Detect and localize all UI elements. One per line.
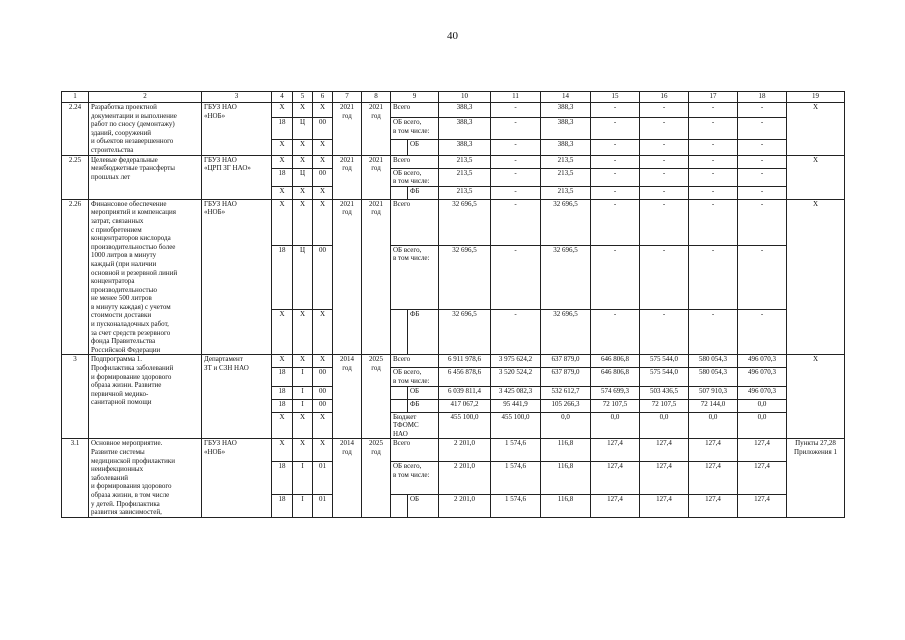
amount-cell: 388,3 (541, 103, 591, 118)
amount-cell: - (640, 199, 689, 245)
amount-cell: 32 696,5 (541, 309, 591, 355)
source-indent (391, 309, 408, 355)
funding-source: ОБ (408, 386, 439, 399)
amount-cell: 213,5 (439, 155, 491, 168)
amount-cell: 105 266,3 (541, 399, 591, 412)
code-cell: 18 (272, 168, 293, 186)
amount-cell: 388,3 (541, 140, 591, 155)
amount-cell: 1 574,6 (491, 462, 541, 494)
amount-cell: 72 107,5 (640, 399, 689, 412)
funding-source: Всего (391, 103, 439, 118)
amount-cell: - (640, 118, 689, 140)
amount-cell: - (738, 103, 787, 118)
amount-cell: 127,4 (640, 462, 689, 494)
code-cell: I (293, 368, 313, 386)
code-cell: Х (293, 199, 313, 245)
amount-cell: - (640, 245, 689, 309)
amount-cell: 574 699,3 (591, 386, 640, 399)
source-indent (391, 186, 408, 199)
table-row (62, 155, 845, 168)
amount-cell: - (689, 118, 738, 140)
amount-cell: 646 806,8 (591, 355, 640, 368)
amount-cell: - (738, 245, 787, 309)
year-start: 2021 год (333, 155, 362, 199)
funding-source: ФБ (408, 186, 439, 199)
amount-cell: - (738, 155, 787, 168)
amount-cell: - (738, 309, 787, 355)
amount-cell: 532 612,7 (541, 386, 591, 399)
amount-cell: 455 100,0 (439, 412, 491, 439)
amount-cell: - (640, 168, 689, 186)
funding-source: ОБ всего, в том числе: (391, 462, 439, 494)
item-description: Разработка проектной документации и выполнение работ по сносу (демонтажу) зданий, сооружений и объектов незавершенного строительства (89, 103, 202, 156)
amount-cell: - (689, 103, 738, 118)
code-cell: Х (313, 199, 333, 245)
amount-cell: - (591, 186, 640, 199)
column-header: 17 (689, 92, 738, 103)
amount-cell: 213,5 (439, 168, 491, 186)
item-description: Подпрограмма 1. Профилактика заболеваний и формирование здорового образа жизни. Развитие первичной медико- санитарной помощи (89, 355, 202, 439)
code-cell: 18 (272, 494, 293, 517)
source-indent (391, 140, 408, 155)
year-end: 2021 год (362, 155, 391, 199)
page-number: 40 (447, 30, 458, 42)
code-cell: 18 (272, 462, 293, 494)
amount-cell: 95 441,9 (491, 399, 541, 412)
amount-cell: 0,0 (738, 399, 787, 412)
item-executor: ГБУЗ НАО «НОБ» (202, 199, 272, 355)
amount-cell: 116,8 (541, 439, 591, 462)
amount-cell: 2 201,0 (439, 462, 491, 494)
funding-source: Всего (391, 199, 439, 245)
column-header: 16 (640, 92, 689, 103)
source-indent (391, 399, 408, 412)
code-cell: Ц (293, 118, 313, 140)
amount-cell: - (491, 118, 541, 140)
code-cell: 18 (272, 245, 293, 309)
amount-cell: - (689, 155, 738, 168)
amount-cell: - (491, 245, 541, 309)
funding-source: Всего (391, 155, 439, 168)
amount-cell: - (591, 155, 640, 168)
amount-cell: - (591, 103, 640, 118)
item-number: 2.25 (62, 155, 89, 199)
code-cell: Ц (293, 245, 313, 309)
amount-cell: 127,4 (591, 494, 640, 517)
column-header: 10 (439, 92, 491, 103)
item-note: Х (787, 103, 845, 156)
amount-cell: 575 544,0 (640, 355, 689, 368)
code-cell: I (293, 399, 313, 412)
amount-cell: 127,4 (738, 494, 787, 517)
code-cell: Х (293, 140, 313, 155)
funding-source: ОБ всего, в том числе: (391, 118, 439, 140)
item-description: Финансовое обеспечение мероприятий и компенсация затрат, связанных с приобретением концентраторов кислорода производительностью более 1000 литров в минуту каждый (при наличии основной и резервной линий концентратора производительностью не менее 500 литров в минуту каждая) с учетом стоимости доставки и пусконаладочных работ, за счет средств резервного фонда Правительства Российской Федерации (89, 199, 202, 355)
amount-cell: - (491, 309, 541, 355)
column-header: 15 (591, 92, 640, 103)
amount-cell: 32 696,5 (541, 245, 591, 309)
amount-cell: 388,3 (439, 118, 491, 140)
funding-source: ОБ (408, 140, 439, 155)
amount-cell: - (491, 186, 541, 199)
column-header: 5 (293, 92, 313, 103)
column-header: 3 (202, 92, 272, 103)
code-cell: Х (313, 412, 333, 439)
code-cell: Х (293, 309, 313, 355)
amount-cell: 388,3 (439, 140, 491, 155)
amount-cell: 646 806,8 (591, 368, 640, 386)
funding-source: ФБ (408, 399, 439, 412)
column-header: 19 (787, 92, 845, 103)
amount-cell: - (689, 140, 738, 155)
year-start: 2014 год (333, 355, 362, 439)
item-number: 3 (62, 355, 89, 439)
column-header: 14 (541, 92, 591, 103)
code-cell: I (293, 386, 313, 399)
amount-cell: 127,4 (640, 439, 689, 462)
amount-cell: 127,4 (738, 462, 787, 494)
amount-cell: 1 574,6 (491, 494, 541, 517)
year-end: 2025 год (362, 439, 391, 517)
code-cell: Х (272, 155, 293, 168)
funding-source: Всего (391, 439, 439, 462)
amount-cell: 580 054,3 (689, 368, 738, 386)
item-description: Основное мероприятие. Развитие системы медицинской профилактики неинфекционных заболеваний и формирования здорового образа жизни, в том числе у детей. Профилактика развития зависимостей, (89, 439, 202, 517)
code-cell: Х (293, 186, 313, 199)
column-header: 11 (491, 92, 541, 103)
funding-source: Всего (391, 355, 439, 368)
code-cell: Х (313, 155, 333, 168)
year-end: 2025 год (362, 355, 391, 439)
amount-cell: 496 070,3 (738, 355, 787, 368)
amount-cell: 6 039 811,4 (439, 386, 491, 399)
table-row (62, 103, 845, 118)
column-header: 9 (391, 92, 439, 103)
amount-cell: 127,4 (689, 494, 738, 517)
code-cell: 00 (313, 368, 333, 386)
item-executor: ГБУЗ НАО «НОБ» (202, 439, 272, 517)
amount-cell: - (640, 103, 689, 118)
amount-cell: 388,3 (439, 103, 491, 118)
amount-cell: 32 696,5 (439, 309, 491, 355)
year-start: 2021 год (333, 199, 362, 355)
code-cell: Х (313, 140, 333, 155)
column-header: 8 (362, 92, 391, 103)
item-note: Х (787, 355, 845, 439)
amount-cell: - (491, 199, 541, 245)
item-note: Х (787, 155, 845, 199)
amount-cell: 213,5 (541, 168, 591, 186)
code-cell: Х (293, 439, 313, 462)
amount-cell: - (591, 309, 640, 355)
code-cell: Х (313, 439, 333, 462)
amount-cell: - (591, 118, 640, 140)
amount-cell: 213,5 (541, 186, 591, 199)
amount-cell: 116,8 (541, 494, 591, 517)
amount-cell: - (689, 309, 738, 355)
code-cell: 00 (313, 386, 333, 399)
amount-cell: 127,4 (591, 462, 640, 494)
amount-cell: 32 696,5 (439, 245, 491, 309)
amount-cell: 455 100,0 (491, 412, 541, 439)
amount-cell: 127,4 (689, 462, 738, 494)
amount-cell: 496 070,3 (738, 368, 787, 386)
amount-cell: 72 144,0 (689, 399, 738, 412)
amount-cell: 496 070,3 (738, 386, 787, 399)
amount-cell: 417 067,2 (439, 399, 491, 412)
amount-cell: - (689, 199, 738, 245)
amount-cell: 6 456 878,6 (439, 368, 491, 386)
amount-cell: 503 436,5 (640, 386, 689, 399)
amount-cell: 213,5 (541, 155, 591, 168)
amount-cell: 127,4 (738, 439, 787, 462)
amount-cell: 72 107,5 (591, 399, 640, 412)
code-cell: Х (272, 199, 293, 245)
table-row (62, 199, 845, 245)
amount-cell: - (738, 186, 787, 199)
code-cell: 18 (272, 399, 293, 412)
code-cell: 00 (313, 168, 333, 186)
code-cell: Х (293, 355, 313, 368)
funding-source: ФБ (408, 309, 439, 355)
code-cell: Х (293, 412, 313, 439)
amount-cell: - (738, 168, 787, 186)
amount-cell: - (738, 199, 787, 245)
code-cell: 18 (272, 118, 293, 140)
item-description: Целевые федеральные межбюджетные трансферты прошлых лет (89, 155, 202, 199)
funding-source: ОБ (408, 494, 439, 517)
amount-cell: 3 975 624,2 (491, 355, 541, 368)
item-executor: ГБУЗ НАО «ЦРП ЗГ НАО» (202, 155, 272, 199)
amount-cell: 3 520 524,2 (491, 368, 541, 386)
table-row (62, 439, 845, 462)
code-cell: Х (272, 103, 293, 118)
amount-cell: - (591, 168, 640, 186)
amount-cell: 0,0 (738, 412, 787, 439)
code-cell: Х (313, 186, 333, 199)
amount-cell: 2 201,0 (439, 439, 491, 462)
code-cell: Х (272, 355, 293, 368)
amount-cell: 0,0 (591, 412, 640, 439)
code-cell: I (293, 462, 313, 494)
amount-cell: 0,0 (689, 412, 738, 439)
amount-cell: 507 910,3 (689, 386, 738, 399)
code-cell: Х (293, 155, 313, 168)
code-cell: 00 (313, 399, 333, 412)
amount-cell: - (591, 199, 640, 245)
amount-cell: 1 574,6 (491, 439, 541, 462)
amount-cell: - (491, 103, 541, 118)
budget-table (61, 91, 845, 518)
amount-cell: 580 054,3 (689, 355, 738, 368)
item-executor: Департамент ЗТ и СЗН НАО (202, 355, 272, 439)
amount-cell: 6 911 978,6 (439, 355, 491, 368)
amount-cell: - (738, 140, 787, 155)
amount-cell: 127,4 (640, 494, 689, 517)
amount-cell: - (738, 118, 787, 140)
funding-source: Бюджет ТФОМС НАО (391, 412, 439, 439)
code-cell: Ц (293, 168, 313, 186)
funding-source: ОБ всего, в том числе: (391, 168, 439, 186)
year-start: 2014 год (333, 439, 362, 517)
amount-cell: - (640, 186, 689, 199)
code-cell: Х (313, 309, 333, 355)
code-cell: Х (272, 140, 293, 155)
code-cell: 01 (313, 462, 333, 494)
column-header: 4 (272, 92, 293, 103)
table-row (62, 355, 845, 368)
year-end: 2021 год (362, 199, 391, 355)
amount-cell: 388,3 (541, 118, 591, 140)
year-start: 2021 год (333, 103, 362, 156)
funding-source: ОБ всего, в том числе: (391, 245, 439, 309)
amount-cell: 32 696,5 (439, 199, 491, 245)
code-cell: Х (313, 103, 333, 118)
amount-cell: 127,4 (591, 439, 640, 462)
column-header: 6 (313, 92, 333, 103)
amount-cell: - (689, 186, 738, 199)
code-cell: Х (272, 309, 293, 355)
code-cell: Х (272, 439, 293, 462)
code-cell: Х (272, 412, 293, 439)
amount-cell: 213,5 (439, 186, 491, 199)
column-header: 2 (89, 92, 202, 103)
code-cell: 00 (313, 245, 333, 309)
item-note: Пункты 27,28 Приложения 1 (787, 439, 845, 517)
amount-cell: 127,4 (689, 439, 738, 462)
amount-cell: - (491, 155, 541, 168)
funding-source: ОБ всего, в том числе: (391, 368, 439, 386)
amount-cell: 116,8 (541, 462, 591, 494)
code-cell: 18 (272, 386, 293, 399)
item-number: 3.1 (62, 439, 89, 517)
amount-cell: - (689, 245, 738, 309)
column-header: 1 (62, 92, 89, 103)
amount-cell: 3 425 082,3 (491, 386, 541, 399)
year-end: 2021 год (362, 103, 391, 156)
amount-cell: 637 879,0 (541, 355, 591, 368)
amount-cell: 575 544,0 (640, 368, 689, 386)
column-header: 18 (738, 92, 787, 103)
amount-cell: - (689, 168, 738, 186)
amount-cell: 0,0 (541, 412, 591, 439)
header-row (62, 92, 845, 103)
amount-cell: - (640, 309, 689, 355)
code-cell: I (293, 494, 313, 517)
column-header: 7 (333, 92, 362, 103)
code-cell: 00 (313, 118, 333, 140)
amount-cell: - (591, 140, 640, 155)
code-cell: 18 (272, 368, 293, 386)
amount-cell: - (491, 140, 541, 155)
amount-cell: 32 696,5 (541, 199, 591, 245)
amount-cell: - (491, 168, 541, 186)
amount-cell: 2 201,0 (439, 494, 491, 517)
source-indent (391, 494, 408, 517)
code-cell: Х (293, 103, 313, 118)
amount-cell: - (640, 155, 689, 168)
amount-cell: - (591, 245, 640, 309)
amount-cell: - (640, 140, 689, 155)
item-number: 2.26 (62, 199, 89, 355)
source-indent (391, 386, 408, 399)
code-cell: 01 (313, 494, 333, 517)
item-executor: ГБУЗ НАО «НОБ» (202, 103, 272, 156)
amount-cell: 637 879,0 (541, 368, 591, 386)
code-cell: Х (313, 355, 333, 368)
amount-cell: 0,0 (640, 412, 689, 439)
item-note: Х (787, 199, 845, 355)
code-cell: Х (272, 186, 293, 199)
item-number: 2.24 (62, 103, 89, 156)
